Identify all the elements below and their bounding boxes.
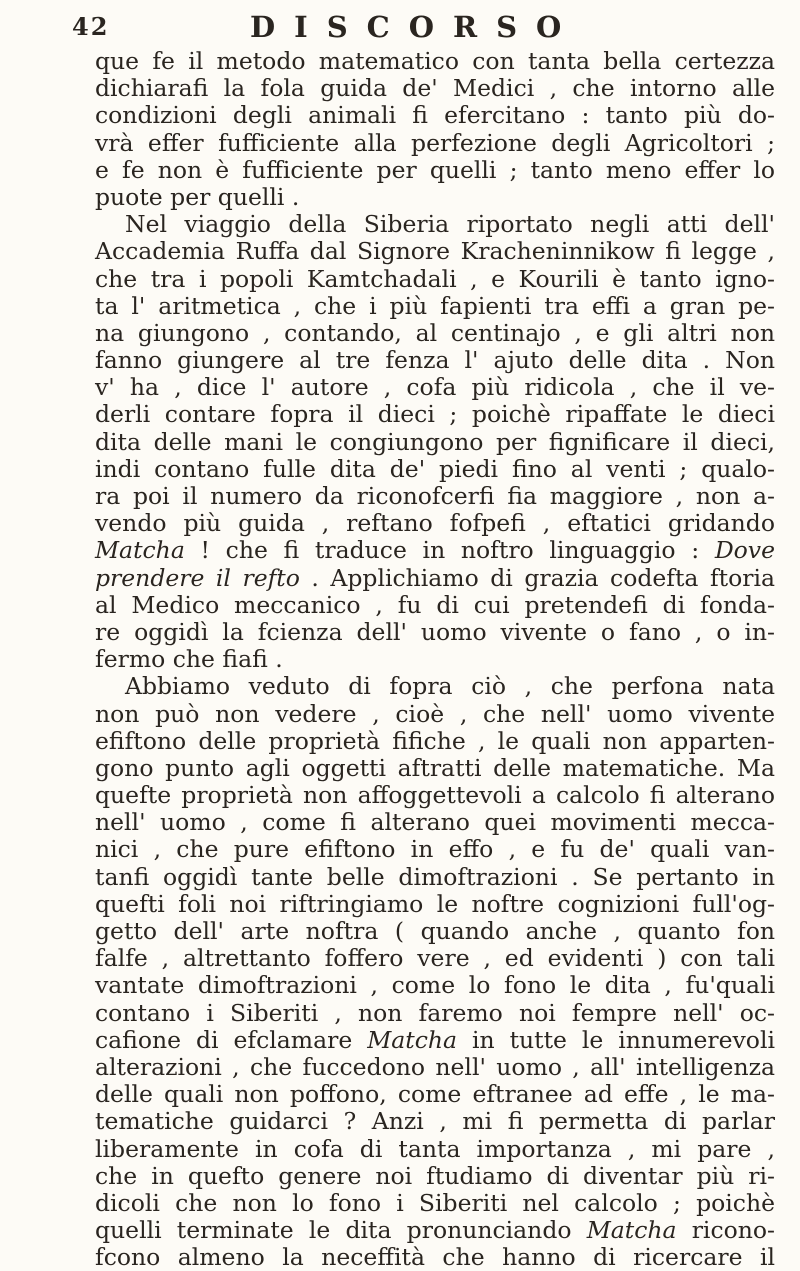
- text-line: che in quefto genere noi ftudiamo di diventar più ri-: [95, 1161, 775, 1190]
- text-line: fermo che fiafi .: [95, 645, 283, 674]
- text-line: dichiarafi la fola guida de' Medici , che intorno alle: [95, 74, 775, 103]
- text-line: tanfi oggidì tante belle dimoftrazioni . Se pertanto in: [95, 862, 775, 891]
- paragraph-2: [95, 211, 775, 673]
- text-line: re oggidì la fcienza dell' uomo vivente o fano , o in-: [95, 617, 775, 646]
- text-line: al Medico meccanico , fu di cui pretendefi di fonda-: [95, 590, 775, 619]
- paragraph-1: [95, 48, 775, 211]
- text-line: nell' uomo , come fi alterano quei movimenti mecca-: [95, 808, 775, 837]
- text-line: non può non vedere , cioè , che nell' uomo vivente: [95, 699, 775, 728]
- text-line: gono punto agli oggetti aftratti delle matematiche. Ma: [95, 753, 775, 782]
- text-line: ra poi il numero da riconofcerfi fia maggiore , non a-: [95, 482, 775, 510]
- text-line: vantate dimoftrazioni , come lo fono le dita , fu'quali: [95, 971, 775, 1000]
- text-line: Abbiamo veduto di fopra ciò , che perfona nata: [125, 672, 775, 701]
- text-line: che tra i popoli Kamtchadali , e Kourili è tanto igno-: [95, 264, 775, 293]
- text-line: v' ha , dice l' autore , cofa più ridicola , che il ve-: [95, 373, 775, 402]
- paragraph-3: [95, 673, 775, 1271]
- text-line: quefte proprietà non affoggettevoli a calcolo fi alterano: [95, 781, 775, 810]
- text-line: Matcha ! che fi traduce in noftro linguaggio : Dove: [95, 536, 775, 565]
- text-line: que fe il metodo matematico con tanta bella certezza: [95, 47, 775, 75]
- text-line: vrà effer fufficiente alla perfezione degli Agricoltori ;: [95, 128, 775, 157]
- text-line: cafione di efclamare Matcha in tutte le innumerevoli: [95, 1025, 775, 1054]
- text-line: Accademia Ruffa dal Signore Kracheninnikow fi legge ,: [95, 237, 775, 266]
- text-line: delle quali non poffono, come eftranee ad effe , le ma-: [95, 1080, 775, 1109]
- text-line: falfe , altrettanto foffero vere , ed evidenti ) con tali: [95, 944, 775, 973]
- text-line: alterazioni , che fuccedono nell' uomo , all' intelligenza: [95, 1052, 775, 1081]
- text-line: contano i Siberiti , non faremo noi fempre nell' oc-: [95, 998, 775, 1027]
- text-line: fanno giungere al tre fenza l' ajuto delle dita . Non: [95, 346, 775, 375]
- text-line: e fe non è fufficiente per quelli ; tanto meno effer lo: [95, 155, 775, 184]
- text-line: efiftono delle proprietà fifiche , le quali non apparten-: [95, 726, 775, 755]
- text-line: fcono almeno la neceffità che hanno di ricercare il: [95, 1243, 775, 1271]
- page-number: 42: [72, 12, 110, 41]
- text-line: ta l' aritmetica , che i più fapienti tra effi a gran pe-: [95, 291, 775, 320]
- text-line: puote per quelli .: [95, 182, 300, 211]
- text-line: dicoli che non lo fono i Siberiti nel calcolo ; poichè: [95, 1188, 775, 1217]
- text-line: getto dell' arte noftra ( quando anche , quanto fon: [95, 917, 775, 945]
- text-line: quelli terminate le dita pronunciando Matcha ricono-: [95, 1216, 775, 1245]
- text-line: nici , che pure efiftono in effo , e fu de' quali van-: [95, 835, 775, 864]
- page-header: [0, 10, 800, 50]
- text-line: na giungono , contando, al centinajo , e gli altri non: [95, 318, 775, 347]
- text-line: tematiche guidarci ? Anzi , mi fi permetta di parlar: [95, 1107, 775, 1136]
- text-line: Nel viaggio della Siberia riportato negli atti dell': [125, 210, 775, 239]
- text-line: derli contare fopra il dieci ; poichè ripaffate le dieci: [95, 400, 775, 429]
- text-line: liberamente in cofa di tanta importanza , mi pare ,: [95, 1134, 775, 1163]
- text-line: vendo più guida , reftano fofpefi , eftatici gridando: [95, 509, 775, 538]
- text-line: prendere il refto . Applichiamo di grazia codefta ftoria: [95, 563, 776, 592]
- body-text: [95, 48, 775, 1271]
- text-line: condizioni degli animali fi efercitano : tanto più do-: [95, 101, 775, 130]
- text-line: dita delle mani le congiungono per fignificare il dieci,: [95, 427, 775, 456]
- text-line: indi contano fulle dita de' piedi fino al venti ; qualo-: [95, 454, 775, 483]
- running-title: DISCORSO: [250, 10, 581, 44]
- text-line: quefti foli noi riftringiamo le noftre cognizioni full'og-: [95, 889, 775, 918]
